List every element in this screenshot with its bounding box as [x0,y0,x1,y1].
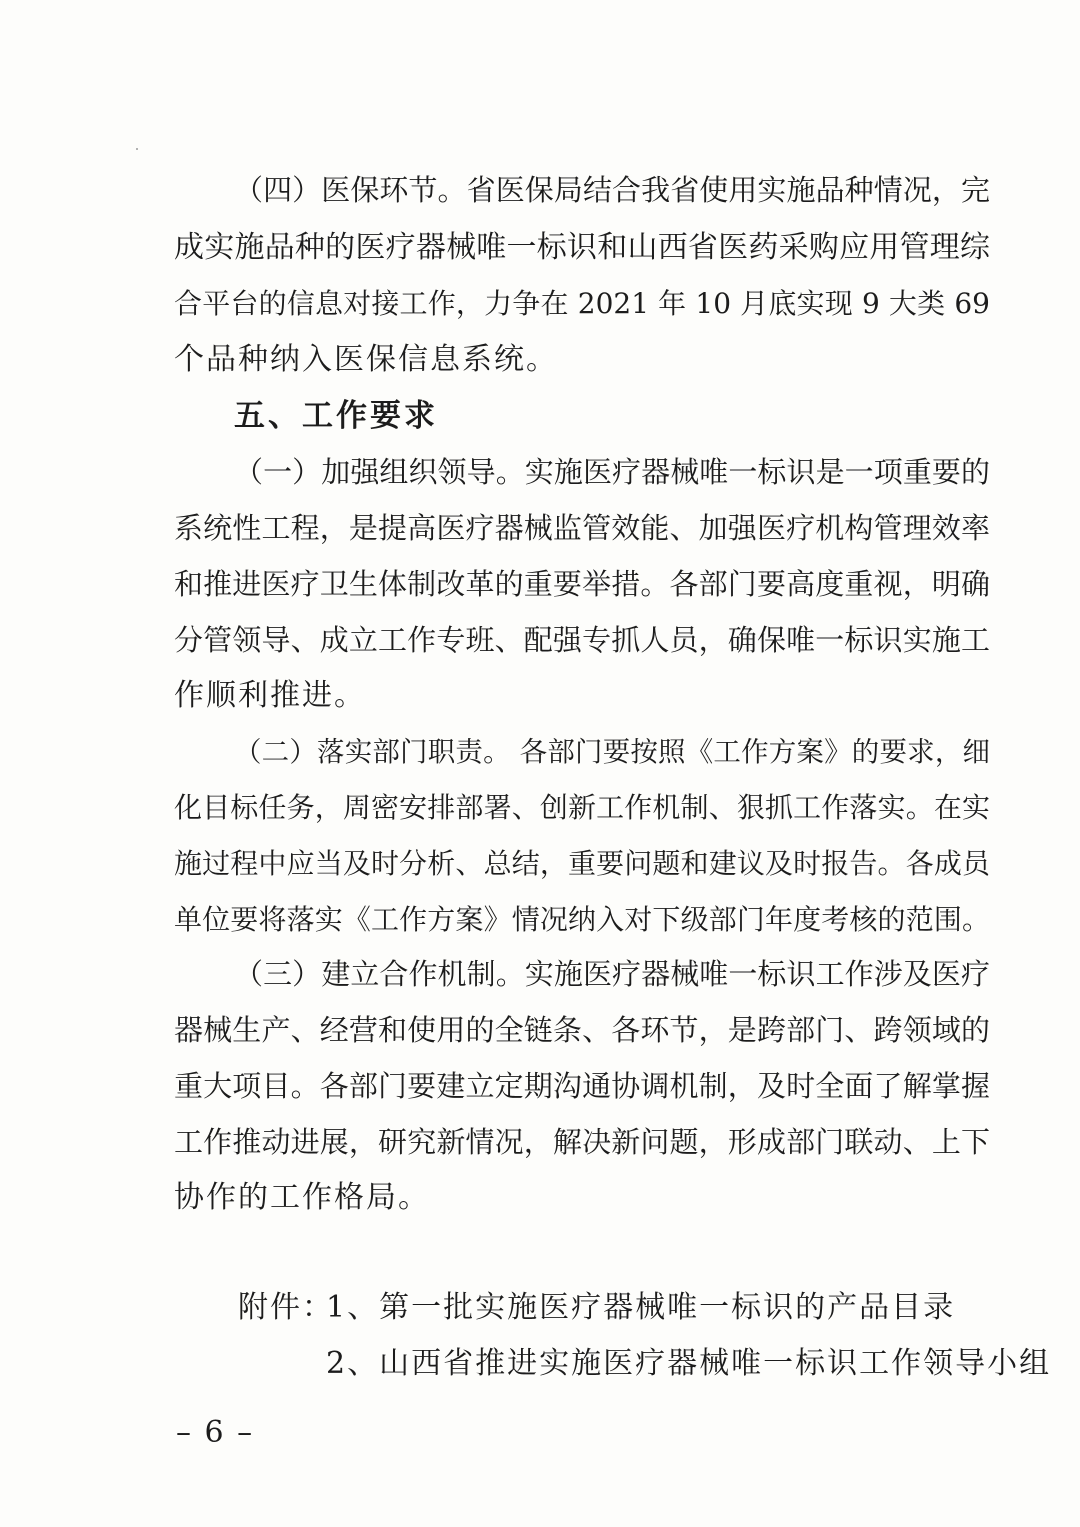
req-one-line-4: 分管领导、成立工作专班、配强专抓人员，确保唯一标识实施工 [174,623,990,657]
req-one-line-2: 系统性工程，是提高医疗器械监管效能、加强医疗机构管理效率 [174,511,990,545]
section-four-line-1: （四）医保环节。省医保局结合我省使用实施品种情况，完 [234,173,990,207]
section-four-line-4: 个品种纳入医保信息系统。 [174,342,558,377]
req-one-line-5: 作顺利推进。 [174,678,366,713]
req-two-line-4: 单位要将落实《工作方案》情况纳入对下级部门年度考核的范围。 [174,903,990,936]
section-heading-work-requirements: 五、工作要求 [234,398,438,434]
scan-speck [136,148,138,150]
attachment-item-2: 2、山西省推进实施医疗器械唯一标识工作领导小组 [326,1346,1052,1381]
req-three-line-2: 器械生产、经营和使用的全链条、各环节，是跨部门、跨领域的 [174,1013,990,1047]
req-one-line-3: 和推进医疗卫生体制改革的重要举措。各部门要高度重视，明确 [174,567,990,601]
attachments-label: 附件： [238,1290,334,1325]
req-three-line-5: 协作的工作格局。 [174,1180,430,1215]
section-four-line-2: 成实施品种的医疗器械唯一标识和山西省医药采购应用管理综 [174,230,990,265]
req-two-line-3: 施过程中应当及时分析、总结，重要问题和建议及时报告。各成员 [174,847,990,880]
req-three-line-3: 重大项目。各部门要建立定期沟通协调机制，及时全面了解掌握 [174,1069,990,1103]
req-two-line-1: （二）落实部门职责。 各部门要按照《工作方案》的要求，细 [234,736,990,768]
req-three-line-1: （三）建立合作机制。实施医疗器械唯一标识工作涉及医疗 [234,957,990,991]
req-two-line-2: 化目标任务，周密安排部署、创新工作机制、狠抓工作落实。在实 [174,791,990,824]
req-one-line-1: （一）加强组织领导。实施医疗器械唯一标识是一项重要的 [234,455,990,489]
req-three-line-4: 工作推动进展，研究新情况，解决新问题，形成部门联动、上下 [174,1125,990,1159]
section-four-line-3: 合平台的信息对接工作，力争在 2021 年 10 月底实现 9 大类 69 [174,287,990,320]
page-number: – 6 – [176,1415,255,1450]
attachment-item-1: 1、第一批实施医疗器械唯一标识的产品目录 [326,1290,956,1325]
